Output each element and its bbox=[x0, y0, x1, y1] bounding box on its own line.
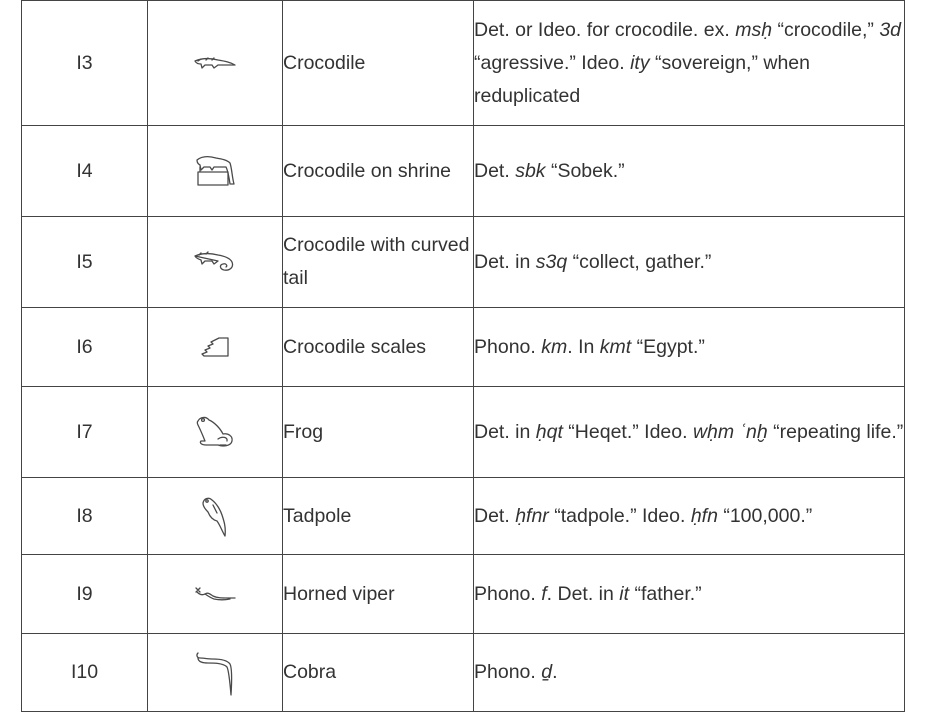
sign-code: I8 bbox=[22, 478, 148, 555]
sign-usage: Det. sbk “Sobek.” bbox=[474, 126, 905, 217]
cobra-icon bbox=[192, 649, 238, 697]
horned-viper-icon bbox=[192, 583, 238, 605]
sign-name: Tadpole bbox=[283, 478, 474, 555]
table-row bbox=[22, 1, 905, 126]
sign-code: I7 bbox=[22, 387, 148, 478]
sign-code: I5 bbox=[22, 217, 148, 308]
sign-name: Crocodile scales bbox=[283, 308, 474, 387]
tadpole-icon bbox=[195, 493, 235, 539]
table-row bbox=[22, 217, 905, 308]
table-row bbox=[22, 478, 905, 555]
sign-name: Cobra bbox=[283, 634, 474, 712]
sign-usage: Phono. f. Det. in it “father.” bbox=[474, 555, 905, 634]
crocodile-icon bbox=[192, 52, 238, 74]
table-row bbox=[22, 126, 905, 217]
sign-usage: Phono. ḏ. bbox=[474, 634, 905, 712]
sign-name: Horned viper bbox=[283, 555, 474, 634]
sign-usage: Det. in ḥqt “Heqet.” Ideo. wḥm ʿnḫ “repeating life.” bbox=[474, 387, 905, 478]
sign-code: I10 bbox=[22, 634, 148, 712]
sign-code: I6 bbox=[22, 308, 148, 387]
sign-list-table bbox=[21, 0, 905, 712]
table-row bbox=[22, 308, 905, 387]
sign-usage: Phono. km. In kmt “Egypt.” bbox=[474, 308, 905, 387]
crocodile-on-shrine-icon bbox=[192, 151, 238, 191]
table-row bbox=[22, 387, 905, 478]
crocodile-curved-tail-icon bbox=[192, 249, 238, 275]
sign-code: I9 bbox=[22, 555, 148, 634]
frog-icon bbox=[192, 412, 238, 452]
sign-usage: Det. ḥfnr “tadpole.” Ideo. ḥfn “100,000.” bbox=[474, 478, 905, 555]
sign-name: Crocodile with curved tail bbox=[283, 217, 474, 308]
table-row bbox=[22, 555, 905, 634]
sign-name: Frog bbox=[283, 387, 474, 478]
sign-usage: Det. or Ideo. for crocodile. ex. msḥ “crocodile,” 3d “agressive.” Ideo. ity “sovereign,” when reduplicated bbox=[474, 1, 905, 126]
sign-code: I3 bbox=[22, 1, 148, 126]
sign-code: I4 bbox=[22, 126, 148, 217]
sign-usage: Det. in s3q “collect, gather.” bbox=[474, 217, 905, 308]
sign-name: Crocodile bbox=[283, 1, 474, 126]
sign-name: Crocodile on shrine bbox=[283, 126, 474, 217]
crocodile-scales-icon bbox=[197, 334, 233, 360]
